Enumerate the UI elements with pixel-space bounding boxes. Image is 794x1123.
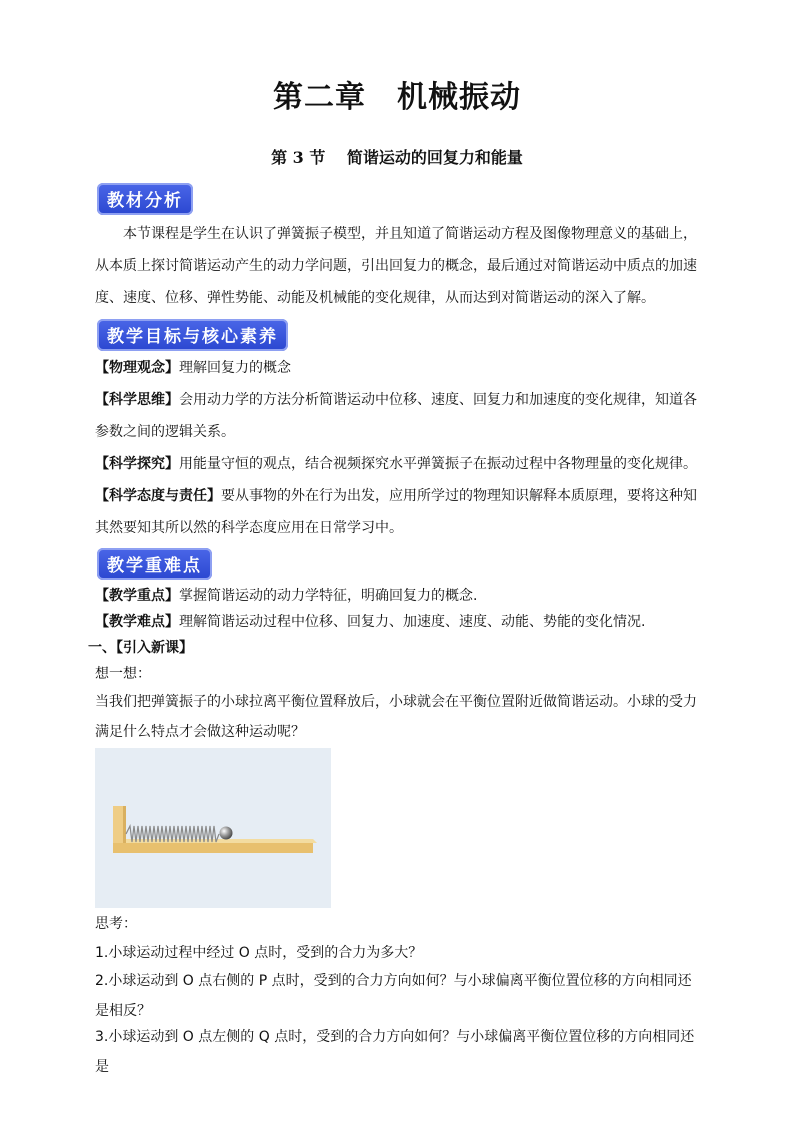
keypoint-text: 理解简谐运动过程中位移、回复力、加速度、速度、动能、势能的变化情况. [179,614,646,630]
keypoint-label: 【教学难点】 [95,614,179,630]
spring-oscillator-figure [95,748,331,908]
objective-text: 会用动力学的方法分析简谐运动中位移、速度、回复力和加速度的变化规律，知道各参数之间的逻辑关系。 [95,392,697,440]
objective-text: 要从事物的外在行为出发，应用所学过的物理知识解释本质原理，要将这种知其然要知其所以然的科学态度应用在日常学习中。 [95,488,697,536]
reflect-label: 思考： [95,916,137,932]
question-item: 2.小球运动到 O 点右侧的 P 点时，受到的合力方向如何？与小球偏离平衡位置位移的方向相同还是相反？ [95,973,692,1019]
objective-text: 理解回复力的概念 [179,360,291,376]
objective-text: 用能量守恒的观点，结合视频探究水平弹簧振子在振动过程中各物理量的变化规律。 [179,456,697,472]
badge-analysis: 教材分析 [97,183,193,215]
objective-label: 【科学思维】 [95,392,179,408]
intro-question: 当我们把弹簧振子的小球拉离平衡位置释放后，小球就会在平衡位置附近做简谐运动。小球的受力满足什么特点才会做这种运动呢？ [95,694,697,740]
objective-label: 【物理观念】 [95,360,179,376]
badge-objectives: 教学目标与核心素养 [97,319,288,351]
keypoint-focus [95,585,477,607]
question-item: 1.小球运动过程中经过 O 点时，受到的合力为多大？ [95,945,423,961]
think-label: 想一想： [95,666,151,682]
objective-scientific-thinking [95,384,701,448]
keypoint-difficulty [95,611,645,633]
objective-attitude-responsibility [95,480,701,544]
question-item: 3.小球运动到 O 点左侧的 Q 点时，受到的合力方向如何？与小球偏离平衡位置位移的方向相同还是 [95,1029,695,1075]
objective-scientific-inquiry [95,448,701,480]
objective-label: 【科学探究】 [95,456,179,472]
intro-heading: 一、【引入新课】 [88,640,193,656]
objective-physics-concept [95,352,701,384]
section-title: 第 3 节 简谐运动的回复力和能量 [271,148,523,167]
badge-keypoints: 教学重难点 [97,548,212,580]
analysis-paragraph: 本节课程是学生在认识了弹簧振子模型，并且知道了简谐运动方程及图像物理意义的基础上，从本质上探讨简谐运动产生的动力学问题，引出回复力的概念，最后通过对简谐运动中质点的加速度、速度、位移、弹性势能、动能及机械能的变化规律，从而达到对简谐运动的深入了解。 [95,226,697,306]
keypoint-label: 【教学重点】 [95,588,179,604]
objective-label: 【科学态度与责任】 [95,488,221,504]
chapter-title: 第二章 机械振动 [273,80,521,115]
keypoint-text: 掌握简谐运动的动力学特征，明确回复力的概念. [179,588,478,604]
